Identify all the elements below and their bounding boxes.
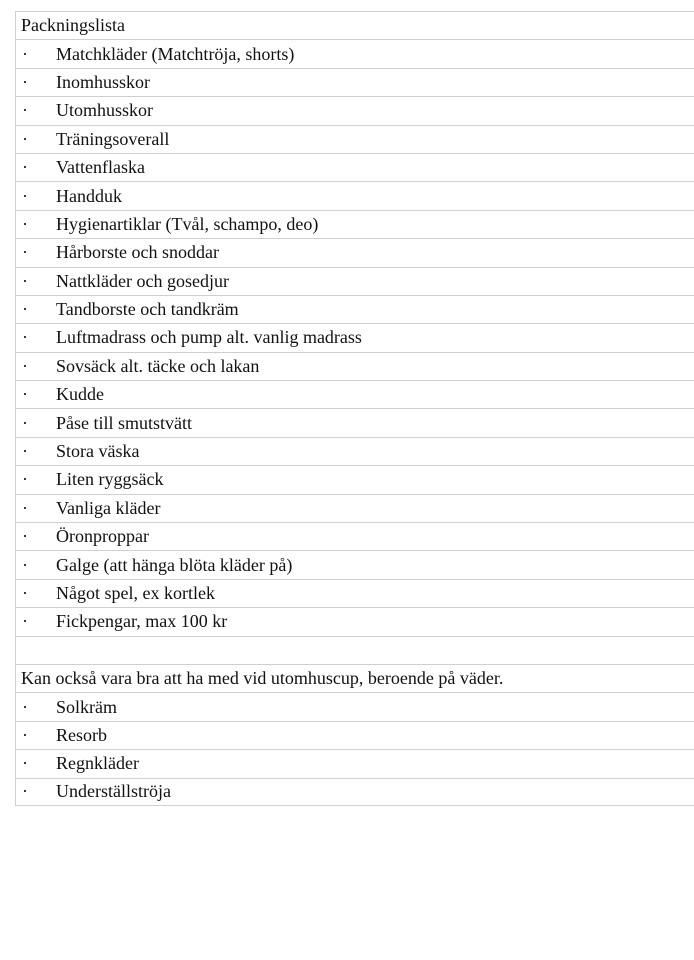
bullet-icon: ·	[22, 100, 28, 121]
list-item-text: Något spel, ex kortlek	[56, 583, 215, 603]
list-item	[16, 210, 694, 238]
list-item	[16, 68, 694, 96]
bullet-icon: ·	[22, 242, 28, 263]
list-item	[16, 465, 694, 493]
list-item	[16, 153, 694, 181]
list-item-text: Luftmadrass och pump alt. vanlig madrass	[56, 327, 362, 348]
list-item	[16, 380, 694, 408]
packing-list-table	[15, 11, 694, 806]
bullet-icon: ·	[22, 157, 28, 178]
bullet-icon: ·	[22, 753, 28, 774]
list-item	[16, 96, 694, 124]
list-item	[16, 749, 694, 777]
list-item	[16, 295, 694, 323]
outdoor-note-row	[16, 664, 694, 692]
list-title-row	[16, 11, 694, 39]
list-item-text: Öronproppar	[56, 526, 149, 547]
bullet-icon: ·	[22, 441, 28, 462]
list-item-text: Träningsoverall	[56, 128, 170, 149]
bullet-icon: ·	[22, 43, 28, 64]
list-item-text: Resorb	[56, 724, 107, 745]
list-item	[16, 550, 694, 578]
list-item	[16, 267, 694, 295]
list-item	[16, 778, 694, 806]
outdoor-note: Kan också vara bra att ha med vid utomhuscup, beroende på väder.	[21, 668, 504, 689]
list-item-text: Kudde	[56, 384, 104, 405]
list-item-text: Stora väska	[56, 441, 140, 462]
bullet-icon: ·	[22, 128, 28, 149]
bullet-icon: ·	[22, 583, 28, 603]
list-item-text: Inomhusskor	[56, 71, 150, 92]
list-item-text: Vattenflaska	[56, 157, 145, 178]
list-item-text: Vanliga kläder	[56, 497, 161, 518]
bullet-icon: ·	[22, 299, 28, 320]
bullet-icon: ·	[22, 213, 28, 234]
list-item-text: Nattkläder och gosedjur	[56, 270, 229, 291]
list-item	[16, 437, 694, 465]
list-item-text: Hårborste och snoddar	[56, 242, 219, 263]
list-item-text: Underställströja	[56, 781, 171, 802]
list-item-text: Regnkläder	[56, 753, 139, 774]
bullet-icon: ·	[22, 696, 28, 717]
list-item-text: Solkräm	[56, 696, 117, 717]
list-item-text: Galge (att hänga blöta kläder på)	[56, 554, 293, 575]
list-item-text: Matchkläder (Matchtröja, shorts)	[56, 43, 295, 64]
bullet-icon: ·	[22, 327, 28, 348]
bullet-icon: ·	[22, 526, 28, 547]
list-item	[16, 721, 694, 749]
bullet-icon: ·	[22, 412, 28, 433]
bullet-icon: ·	[22, 724, 28, 745]
list-item	[16, 39, 694, 67]
bullet-icon: ·	[22, 781, 28, 802]
list-title: Packningslista	[21, 15, 125, 36]
bullet-icon: ·	[22, 384, 28, 405]
list-item	[16, 238, 694, 266]
bullet-icon: ·	[22, 270, 28, 291]
list-item	[16, 181, 694, 209]
list-item-text: Handduk	[56, 185, 122, 206]
list-item-text: Liten ryggsäck	[56, 469, 164, 490]
bullet-icon: ·	[22, 71, 28, 92]
empty-row	[16, 636, 694, 664]
list-item	[16, 579, 694, 607]
bullet-icon: ·	[22, 611, 28, 632]
list-item	[16, 522, 694, 550]
list-item	[16, 408, 694, 436]
list-item	[16, 125, 694, 153]
list-item	[16, 692, 694, 720]
list-item-text: Hygienartiklar (Tvål, schampo, deo)	[56, 213, 319, 234]
list-item-text: Fickpengar, max 100 kr	[56, 611, 228, 632]
bullet-icon: ·	[22, 469, 28, 490]
list-item-text: Påse till smutstvätt	[56, 412, 193, 433]
list-item	[16, 323, 694, 351]
list-item	[16, 607, 694, 635]
list-item	[16, 494, 694, 522]
list-item-text: Utomhusskor	[56, 100, 154, 121]
list-item-text: Sovsäck alt. täcke och lakan	[56, 355, 260, 376]
bullet-icon: ·	[22, 185, 28, 206]
list-item-text: Tandborste och tandkräm	[56, 299, 239, 320]
list-item	[16, 352, 694, 380]
bullet-icon: ·	[22, 497, 28, 518]
bullet-icon: ·	[22, 355, 28, 376]
bullet-icon: ·	[22, 554, 28, 575]
